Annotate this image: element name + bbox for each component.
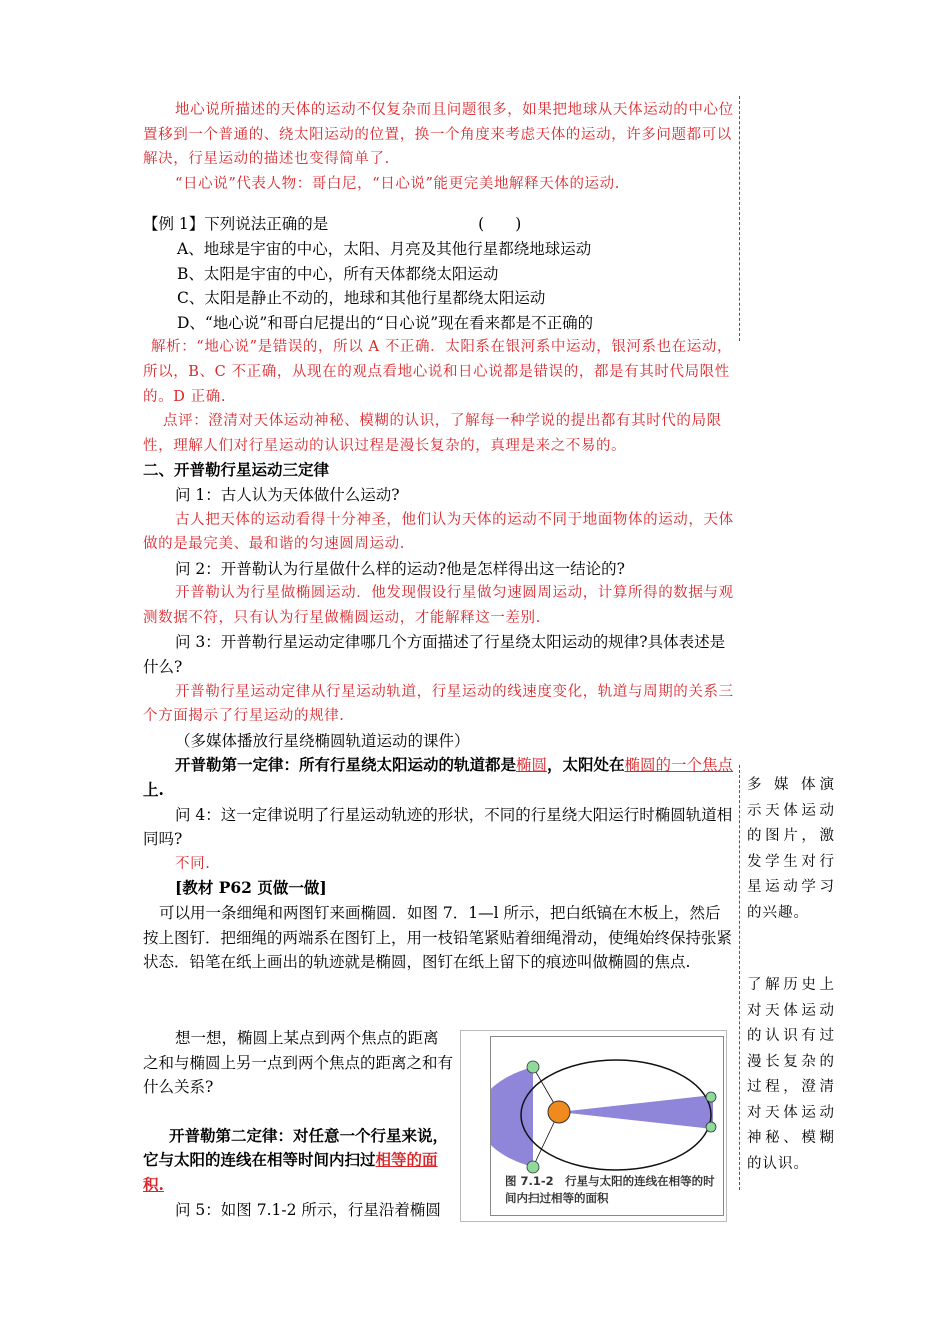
question-1: 问 1：古人认为天体做什么运动?	[175, 485, 400, 504]
option-d: D、“地心说”和哥白尼提出的“日心说”现在看来都是不正确的	[177, 313, 594, 332]
figure-caption: 图 7.1-2 行星与太阳的连线在相等的时间内扫过相等的面积	[505, 1174, 715, 1205]
planet-position	[706, 1092, 716, 1102]
option-a: A、地球是宇宙的中心，太阳、月亮及其他行星都绕地球运动	[177, 239, 592, 258]
answer-blank: ( )	[478, 215, 522, 234]
swept-area-left	[491, 1067, 533, 1167]
activity-paragraph: 可以用一条细绳和两图钉来画椭圆．如图 7．1—l 所示，把白纸镐在木板上，然后按上图钉．把细绳的两端系在图钉上，用一枝铅笔紧贴着细绳滑动，使绳始终保持张紧状态．铅笔在纸上画出的轨迹就是椭圆，图钉在纸上留下的痕迹叫做椭圆的焦点.	[143, 904, 733, 972]
law1-end: 上.	[143, 780, 164, 800]
spacer	[143, 196, 735, 212]
comment: 点评：澄清对天体运动神秘、模糊的认识，了解每一种学说的提出都有其时代的局限性，理解人们对行星运动的认识过程是漫长复杂的，真理是来之不易的。	[143, 413, 722, 454]
swept-area-right	[559, 1095, 713, 1129]
kepler-second-law	[143, 1124, 453, 1198]
main-column	[143, 98, 735, 975]
law1-mid: ，太阳处在	[547, 755, 625, 775]
question-5: 问 5：如图 7.1-2 所示，行星沿着椭圆	[175, 1200, 441, 1219]
law1-text: 开普勒第一定律：所有行星绕太阳运动的轨道都是	[175, 755, 517, 775]
answer-4: 不同.	[175, 855, 211, 872]
sun	[548, 1101, 570, 1123]
kepler-first-law	[143, 753, 735, 802]
intro-paragraph: 地心说所描述的天体的运动不仅复杂而且问题很多，如果把地球从天体运动的中心位置移到一个普通的、绕太阳运动的位置，换一个角度来考虑天体的运动，许多问题都可以解决，行星运动的描述也变得简单了.	[143, 102, 734, 168]
law2-equal-area: 相等的面积.	[143, 1150, 438, 1194]
option-b: B、太阳是宇宙的中心，所有天体都绕太阳运动	[177, 264, 499, 283]
planet-position	[527, 1161, 539, 1173]
option-c: C、太阳是静止不动的，地球和其他行星都绕太阳运动	[177, 289, 546, 308]
example-stem	[143, 212, 735, 237]
question-4: 问 4：这一定律说明了行星运动轨迹的形状，不同的行星绕大阳运行时椭圆轨道相同吗?	[143, 805, 733, 849]
planet-position	[706, 1122, 716, 1132]
law2-text: 开普勒第二定律：对任意一个行星来说，它与太阳的连线在相等时间内扫过	[143, 1125, 449, 1170]
spacer	[143, 1100, 453, 1124]
multimedia-note: （多媒体播放行星绕椭圆轨道运动的课件）	[175, 731, 470, 750]
sidebar-note-history: 了解历史上对天体运动的认识有过漫长复杂的过程，澄清对天体运动神秘、模糊的认识。	[747, 977, 835, 1172]
heliocentric-paragraph: “日心说”代表人物：哥白尼，“日心说”能更完美地解释天体的运动.	[175, 175, 620, 192]
sidebar-note-multimedia: 多 媒 体演示天体运动的图片，激发学生对行星运动学习的兴趣。	[747, 777, 835, 921]
column-divider-bottom	[739, 765, 740, 1190]
figure-7-1-2	[490, 1036, 724, 1216]
question-2: 问 2：开普勒认为行星做什么样的运动?他是怎样得出这一结论的?	[175, 559, 625, 578]
answer-2: 开普勒认为行星做椭圆运动．他发现假设行星做匀速圆周运动，计算所得的数据与观测数据不符，只有认为行星做椭圆运动，才能解释这一差别.	[143, 585, 734, 626]
section-heading: 二、开普勒行星运动三定律	[143, 460, 330, 480]
planet-position	[527, 1061, 539, 1073]
answer-3: 开普勒行星运动定律从行星运动轨道，行星运动的线速度变化，轨道与周期的关系三个方面揭示了行星运动的规律.	[143, 683, 734, 725]
column-divider-top	[739, 96, 740, 341]
analysis: 解析：“地心说”是错误的，所以 A 不正确．太阳系在银河系中运动，银河系也在运动，所以，B、C 不正确，从现在的观点看地心说和日心说都是错误的，都是有其时代局限性的。D 正确.	[143, 339, 733, 405]
lower-left-column	[143, 1026, 453, 1222]
answer-1: 古人把天体的运动看得十分神圣，他们认为天体的运动不同于地面物体的运动，天体做的是最完美、最和谐的匀速圆周运动.	[143, 511, 734, 553]
law1-ellipse: 椭圆	[516, 756, 548, 775]
law1-focus: 椭圆的一个焦点	[624, 756, 734, 775]
example-stem-text: 【例 1】下列说法正确的是	[143, 215, 329, 234]
textbook-reference: [教材 P62 页做一做]	[175, 878, 327, 898]
question-3: 问 3：开普勒行星运动定律哪几个方面描述了行星绕太阳运动的规律?具体表述是什么?	[143, 633, 726, 677]
think-paragraph: 想一想，椭圆上某点到两个焦点的距离之和与椭圆上另一点到两个焦点的距离之和有什么关系?	[143, 1029, 454, 1097]
